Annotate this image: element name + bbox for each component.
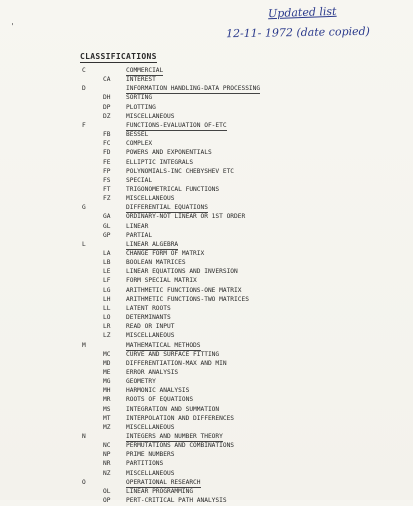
classification-description: MISCELLANEOUS <box>126 112 175 120</box>
classification-description: FUNCTIONS-EVALUATION OF-ETC <box>126 121 227 129</box>
classification-code: FB <box>103 131 111 139</box>
classification-code: LH <box>103 295 111 303</box>
classification-description: ARITHMETIC FUNCTIONS-ONE MATRIX <box>126 286 242 294</box>
classification-description: LINEAR <box>126 222 149 230</box>
classification-description: INTEREST <box>126 76 156 84</box>
classification-description: ELLIPTIC INTEGRALS <box>126 158 194 166</box>
classification-description: GEOMETRY <box>126 378 156 386</box>
classification-code: MS <box>103 405 111 413</box>
classification-code: ME <box>103 368 111 376</box>
classification-code: FE <box>103 158 111 166</box>
classification-code: LF <box>103 277 111 285</box>
classification-description: DETERMINANTS <box>126 314 171 322</box>
classification-description: MISCELLANEOUS <box>126 332 175 340</box>
classification-code: GP <box>103 231 111 239</box>
classification-description: ERROR ANALYSIS <box>126 368 179 376</box>
classification-description: READ OR INPUT <box>126 323 175 331</box>
classification-code: C <box>82 67 86 74</box>
classification-description: SPECIAL <box>126 176 153 184</box>
classification-code: LZ <box>103 332 111 340</box>
classification-description: MATHEMATICAL METHODS <box>126 341 201 349</box>
classification-code: GA <box>103 213 111 221</box>
classification-code: LA <box>103 250 111 257</box>
page-title: CLASSIFICATIONS <box>80 52 157 61</box>
classification-code: MG <box>103 378 111 386</box>
classification-description: CHANGE FORM OF MATRIX <box>126 250 205 257</box>
classification-code: N <box>82 433 86 440</box>
classification-description: TRIGONOMETRICAL FUNCTIONS <box>126 185 220 193</box>
classification-code: DZ <box>103 112 111 120</box>
classification-code: LO <box>103 314 111 322</box>
classification-description: POLYNOMIALS-INC CHEBYSHEV ETC <box>126 167 235 175</box>
classification-code: MH <box>103 387 111 395</box>
classification-description: LATENT ROOTS <box>126 304 171 312</box>
classification-description: ROOTS OF EQUATIONS <box>126 396 194 404</box>
classification-description: LINEAR EQUATIONS AND INVERSION <box>126 268 238 276</box>
classification-code: M <box>82 341 86 349</box>
classification-row <box>0 496 413 506</box>
classification-code: DH <box>103 94 111 102</box>
classification-code: O <box>82 478 86 486</box>
classification-description: PLOTTING <box>126 103 156 111</box>
classification-description: PERMUTATIONS AND COMBINATIONS <box>126 442 235 450</box>
classification-code: MT <box>103 414 111 422</box>
classification-code: LL <box>103 304 111 312</box>
classification-code: G <box>82 204 86 212</box>
corner-mark: ' <box>10 22 15 31</box>
classification-description: BESSEL <box>126 131 149 139</box>
classification-code: CA <box>103 76 111 84</box>
classification-description: DIFFERENTIAL EQUATIONS <box>126 204 208 212</box>
classification-code: LB <box>103 259 111 267</box>
classification-description: HARMONIC ANALYSIS <box>126 387 190 395</box>
classification-code: LG <box>103 286 111 294</box>
handwritten-update-note: Updated list <box>267 4 337 21</box>
classification-description: MISCELLANEOUS <box>126 195 175 203</box>
classification-description: PARTITIONS <box>126 460 164 468</box>
classification-description: POWERS AND EXPONENTIALS <box>126 149 212 157</box>
classification-description: PERT-CRITICAL PATH ANALYSIS <box>126 497 227 505</box>
classification-description: SORTING <box>126 94 153 102</box>
classification-description: INTERPOLATION AND DIFFERENCES <box>126 414 235 422</box>
classification-code: GL <box>103 222 111 230</box>
classification-description: BOOLEAN MATRICES <box>126 259 186 267</box>
classification-description: ARITHMETIC FUNCTIONS-TWO MATRICES <box>126 295 249 303</box>
classification-description: COMMERCIAL <box>126 67 164 74</box>
classification-code: L <box>82 240 86 248</box>
classification-code: LR <box>103 323 111 331</box>
classification-description: LINEAR ALGEBRA <box>126 240 179 248</box>
classification-code: MC <box>103 350 111 358</box>
classification-code: NP <box>103 451 111 459</box>
classification-code: F <box>82 121 86 129</box>
classification-code: FP <box>103 167 111 175</box>
classification-code: FC <box>103 140 111 148</box>
classification-code: FZ <box>103 195 111 203</box>
classification-code: NC <box>103 442 111 450</box>
classification-description: CURVE AND SURFACE FITTING <box>126 350 220 358</box>
classification-description: PRIME NUMBERS <box>126 451 175 459</box>
classification-code: FT <box>103 185 111 193</box>
classification-description: COMPLEX <box>126 140 153 148</box>
classification-code: MR <box>103 396 111 404</box>
classification-description: INFORMATION HANDLING-DATA PROCESSING <box>126 85 261 93</box>
classification-code: OL <box>103 487 111 495</box>
classification-description: DIFFERENTIATION-MAX AND MIN <box>126 359 227 367</box>
classification-code: NZ <box>103 469 111 477</box>
classification-code: MD <box>103 359 111 367</box>
classification-description: INTEGRATION AND SUMMATION <box>126 405 220 413</box>
classification-code: D <box>82 85 86 93</box>
classification-code: MZ <box>103 423 111 431</box>
classification-description: FORM SPECIAL MATRIX <box>126 277 197 285</box>
classification-description: LINEAR PROGRAMMING <box>126 487 194 495</box>
classification-code: OP <box>103 497 111 505</box>
classification-description: ORDINARY-NOT LINEAR OR 1ST ORDER <box>126 213 246 221</box>
classification-description: MISCELLANEOUS <box>126 423 175 431</box>
classification-code: LE <box>103 268 111 276</box>
classification-code: DP <box>103 103 111 111</box>
classification-description: PARTIAL <box>126 231 153 239</box>
classification-description: INTEGERS AND NUMBER THEORY <box>126 433 223 440</box>
classification-code: FD <box>103 149 111 157</box>
classification-code: NR <box>103 460 111 468</box>
classification-code: FS <box>103 176 111 184</box>
classification-description: MISCELLANEOUS <box>126 469 175 477</box>
classification-description: OPERATIONAL RESEARCH <box>126 478 201 486</box>
handwritten-date-note: 12-11- 1972 (date copied) <box>225 24 371 41</box>
